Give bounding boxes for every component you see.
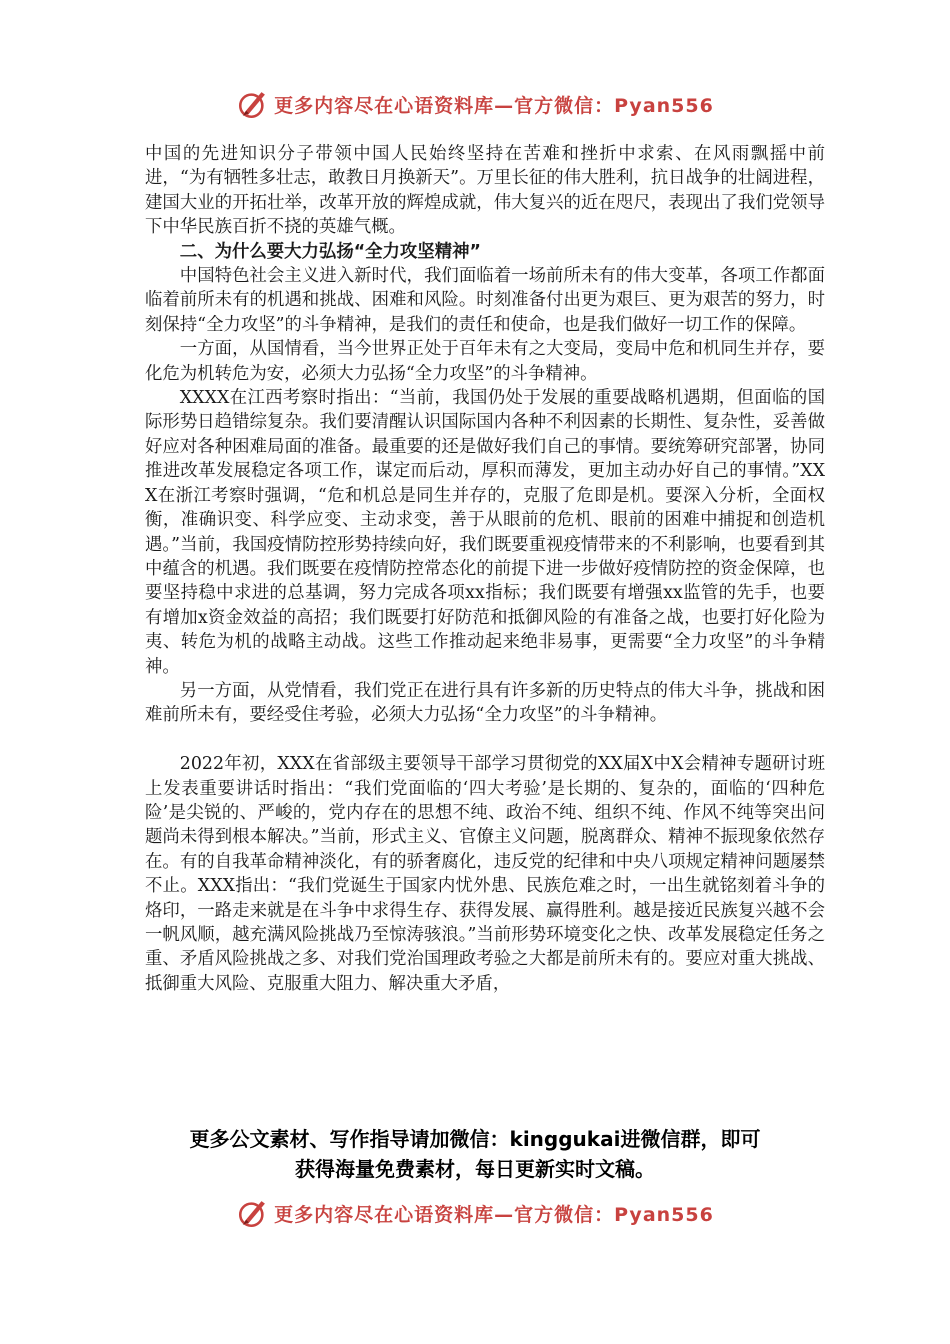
promo-line-2: 获得海量免费素材，每日更新实时文稿。 — [295, 1157, 655, 1181]
header-banner — [0, 84, 950, 124]
pen-quill-logo-icon — [236, 1196, 270, 1230]
footer-banner-text: 更多内容尽在心语资料库—官方微信：Pyan556 — [274, 1203, 714, 1226]
header-banner-text: 更多内容尽在心语资料库—官方微信：Pyan556 — [274, 94, 714, 117]
paragraph-1: 中国的先进知识分子带领中国人民始终坚持在苦难和挫折中求索、在风雨飘摇中前进，“为有牺牲多壮志，敢教日月换新天”。万里长征的伟大胜利，抗日战争的壮阔进程，建国大业的开拓壮举，改革开放的辉煌成就，伟大复兴的近在咫尺，表现出了我们党领导下中华民族百折不挠的英雄气概。 — [145, 144, 825, 238]
promo-notice — [120, 1124, 830, 1184]
section-heading-2: 二、为什么要大力弘扬“全力攻坚精神” — [179, 241, 481, 262]
paragraph-4: XXXX在江西考察时指出：“当前，我国仍处于发展的重要战略机遇期，但面临的国际形势日趋错综复杂。我们要清醒认识国际国内各种不利因素的长期性、复杂性，妥善做好应对各种困难局面的准备。最重要的还是做好我们自己的事情。要统筹研究部署，协同推进改革发展稳定各项工作，谋定而后动，厚积而薄发，更加主动办好自己的事情。”XXX在浙江考察时强调，“危和机总是同生并存的，克服了危即是机。要深入分析，全面权衡，准确识变、科学应变、主动求变，善于从眼前的危机、眼前的困难中捕捉和创造机遇。”当前，我国疫情防控形势持续向好，我们既要重视疫情带来的不利影响，也要看到其中蕴含的机遇。我们既要在疫情防控常态化的前提下进一步做好疫情防控的资金保障，也要坚持稳中求进的总基调，努力完成各项xx指标；我们既要有增强xx监管的先手，也要有增加x资金效益的高招；我们既要打好防范和抵御风险的有准备之战，也要打好化险为夷、转危为机的战略主动战。这些工作推动起来绝非易事，更需要“全力攻坚”的斗争精神。 — [145, 388, 825, 677]
paragraph-2: 中国特色社会主义进入新时代，我们面临着一场前所未有的伟大变革，各项工作都面临着前所未有的机遇和挑战、困难和风险。时刻准备付出更为艰巨、更为艰苦的努力，时刻保持“全力攻坚”的斗争精神，是我们的责任和使命，也是我们做好一切工作的保障。 — [145, 266, 825, 335]
footer-banner — [0, 1193, 950, 1233]
paragraph-6: 2022年初，XXX在省部级主要领导干部学习贯彻党的XX届X中X会精神专题研讨班上发表重要讲话时指出：“我们党面临的‘四大考验’是长期的、复杂的，面临的‘四种危险’是尖锐的、严峻的，党内存在的思想不纯、政治不纯、组织不纯、作风不纯等突出问题尚未得到根本解决。”当前，形式主义、官僚主义问题，脱离群众、精神不振现象依然存在。有的自我革命精神淡化，有的骄奢腐化，违反党的纪律和中央八项规定精神问题屡禁不止。XXX指出：“我们党诞生于国家内忧外患、民族危难之时，一出生就铭刻着斗争的烙印，一路走来就是在斗争中求得生存、获得发展、赢得胜利。越是接近民族复兴越不会一帆风顺，越充满风险挑战乃至惊涛骇浪。”当前形势环境变化之快、改革发展稳定任务之重、矛盾风险挑战之多、对我们党治国理政考验之大都是前所未有的。要应对重大挑战、抵御重大风险、克服重大阻力、解决重大矛盾， — [145, 754, 825, 994]
pen-quill-logo-icon — [236, 87, 270, 121]
promo-line-1: 更多公文素材、写作指导请加微信：kinggukai进微信群，即可 — [189, 1127, 761, 1151]
paragraph-gap — [145, 728, 825, 752]
paragraph-3: 一方面，从国情看，当今世界正处于百年未有之大变局，变局中危和机同生并存，要化危为机转危为安，必须大力弘扬“全力攻坚”的斗争精神。 — [145, 339, 825, 384]
paragraph-5: 另一方面，从党情看，我们党正在进行具有许多新的历史特点的伟大斗争，挑战和困难前所未有，要经受住考验，必须大力弘扬“全力攻坚”的斗争精神。 — [145, 680, 825, 726]
article-body — [145, 142, 825, 996]
